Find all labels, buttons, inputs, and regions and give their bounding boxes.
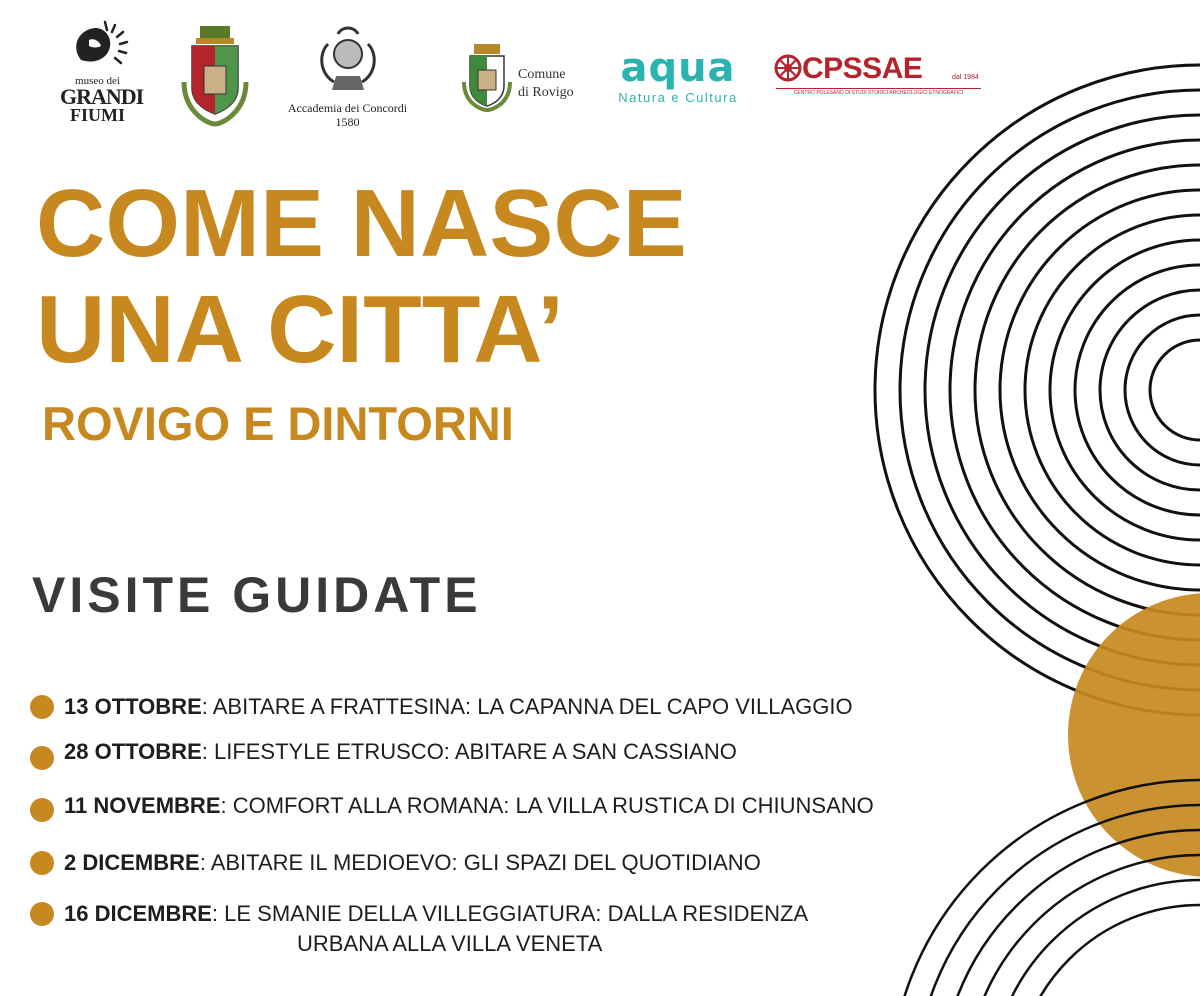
- coat-of-arms-icon: [178, 22, 252, 130]
- visit-date: 11 NOVEMBRE: [64, 793, 221, 818]
- museo-grandi-fiumi-logo: [60, 18, 144, 130]
- visit-title: : ABITARE IL MEDIOEVO: GLI SPAZI DEL QUOTIDIANO: [199, 850, 761, 875]
- visit-title: : LIFESTYLE ETRUSCO: ABITARE A SAN CASSIANO: [201, 739, 737, 764]
- accademia-concordi-logo: [285, 24, 410, 134]
- visit-date: 13 OTTOBRE: [64, 694, 202, 719]
- subtitle: ROVIGO E DINTORNI: [42, 397, 514, 450]
- museo-line-1: museo dei: [75, 75, 120, 87]
- cpssae-since: dal 1984: [952, 74, 979, 81]
- comune-line-2: di Rovigo: [518, 84, 574, 100]
- wheel-icon: [774, 54, 802, 82]
- aqua-logo: [608, 45, 748, 112]
- bullet-dot-icon: [30, 902, 54, 926]
- accademia-name: Accademia dei Concordi: [287, 101, 408, 115]
- bullet-dot-icon: [30, 746, 54, 770]
- visit-date: 28 OTTOBRE: [64, 739, 202, 764]
- cpssae-wordmark: CPSSAE: [802, 52, 923, 85]
- comune-crest-icon: [460, 42, 514, 112]
- visit-title: : ABITARE A FRATTESINA: LA CAPANNA DEL CAPO VILLAGGIO: [201, 694, 853, 719]
- crest-logo-1: [178, 22, 252, 132]
- title-line-1: COME NASCE: [36, 170, 687, 277]
- visit-date: 16 DICEMBRE: [64, 901, 212, 926]
- sun-face-icon: [63, 18, 133, 72]
- bullet-dot-icon: [30, 798, 54, 822]
- visit-title: : COMFORT ALLA ROMANA: LA VILLA RUSTICA DI CHIUNSANO: [220, 793, 874, 818]
- visit-title-continuation: URBANA ALLA VILLA VENETA: [297, 931, 603, 956]
- section-heading: VISITE GUIDATE: [32, 567, 482, 623]
- aqua-tagline: Natura e Cultura: [618, 90, 738, 105]
- museo-line-3: FIUMI: [70, 104, 125, 125]
- museo-line-2: GRANDI: [60, 83, 144, 109]
- visit-title: : LE SMANIE DELLA VILLEGGIATURA: DALLA RESIDENZA: [211, 901, 809, 926]
- gold-circle: [1068, 593, 1200, 877]
- emblem-icon: [308, 24, 388, 96]
- comune-line-1: Comune: [518, 67, 566, 82]
- cpssae-subtitle: CENTRO POLESANO DI STUDI STORICI ARCHEOLOGICI ETNOGRAFICI: [776, 88, 981, 96]
- accademia-year: 1580: [335, 115, 360, 130]
- visit-date: 2 DICEMBRE: [64, 850, 200, 875]
- title-line-2: UNA CITTA’: [36, 276, 564, 383]
- bullet-dot-icon: [30, 851, 54, 875]
- bullet-dot-icon: [30, 695, 54, 719]
- comune-di-rovigo-logo: [460, 42, 590, 112]
- cpssae-logo: [772, 50, 982, 100]
- aqua-wordmark: aqua: [620, 45, 736, 91]
